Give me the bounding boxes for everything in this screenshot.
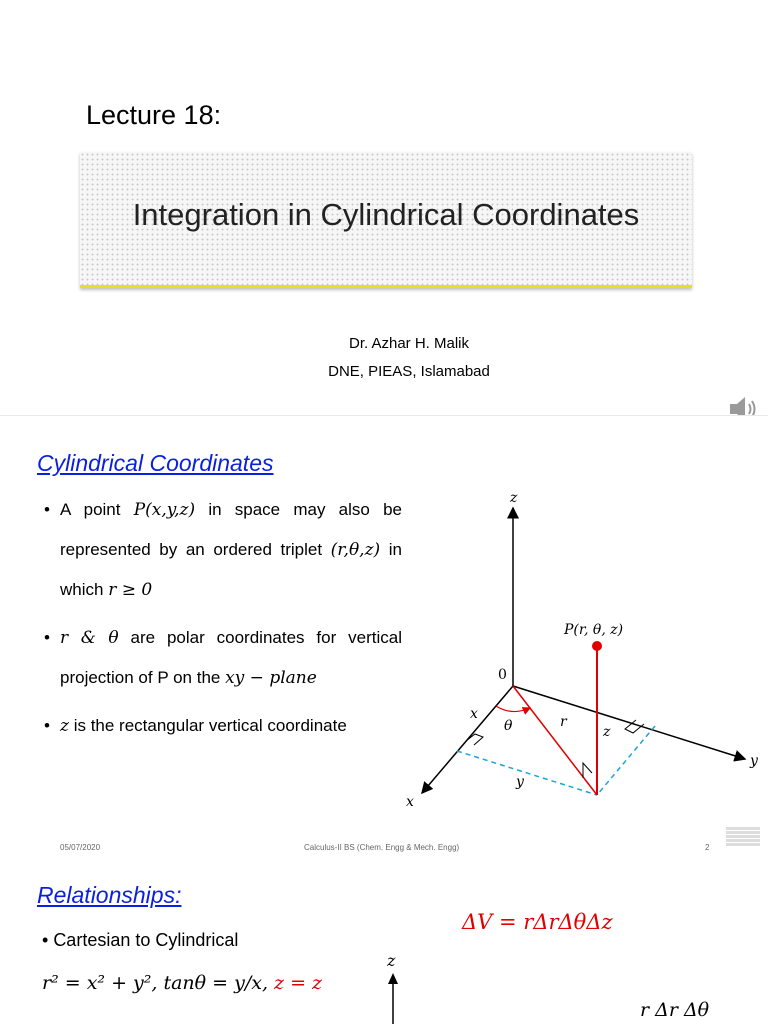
dashed-projection: [457, 751, 597, 795]
y-coord-label: y: [516, 774, 524, 790]
z-axis-label: z: [387, 951, 396, 970]
lecture-label: Lecture 18:: [86, 100, 222, 130]
bullet-point: • z is the rectangular vertical coordinate: [42, 706, 402, 746]
bullet-icon: •: [44, 500, 50, 519]
title-box: [80, 152, 692, 288]
origin-label: 0: [498, 667, 507, 683]
bullet-icon: •: [42, 930, 54, 950]
cylindrical-diagram: [400, 486, 768, 831]
theta-arc: [496, 706, 530, 712]
volume-element-formula: ΔV = rΔrΔθΔz: [462, 910, 613, 934]
volume-diagram: [370, 946, 768, 1024]
footer-date: 05/07/2020: [60, 843, 101, 852]
author-block: [0, 330, 768, 386]
element-label: r Δr Δθ: [640, 999, 710, 1021]
cylindrical-coordinates-slide: [0, 415, 768, 871]
y-axis-label: y: [750, 753, 758, 769]
bullet-list: [42, 490, 402, 746]
bullet-point: • A point P(x,y,z) in space may also be represented by an ordered triplet (r,θ,z) in which r ≥ 0: [42, 490, 402, 610]
conversion-equation: r² = x² + y², tanθ = y/x, z = z: [42, 972, 323, 994]
footer-course: Calculus-II BS (Chem. Engg & Mech. Engg): [304, 843, 460, 852]
slide-heading: Cylindrical Coordinates: [37, 450, 274, 476]
relationships-slide: [0, 860, 768, 1024]
bullet-point: • r & θ are polar coordinates for vertical projection of P on the xy − plane: [42, 618, 402, 698]
z-height-label: z: [603, 724, 611, 740]
x-coord-label: x: [470, 706, 478, 722]
z-axis-label: z: [510, 490, 518, 506]
slide-title: Integration in Cylindrical Coordinates: [132, 197, 640, 232]
theta-label: θ: [504, 718, 513, 734]
author-affiliation: DNE, PIEAS, Islamabad: [328, 363, 490, 380]
speaker-notes-thumbnail: [726, 826, 760, 847]
bullet-icon: •: [44, 716, 50, 735]
footer-page-number: 2: [705, 843, 710, 852]
x-axis-label: x: [406, 794, 414, 810]
r-label: r: [560, 714, 567, 730]
point-label: P(r, θ, z): [564, 622, 624, 638]
title-slide: [0, 0, 768, 415]
radius-line: [513, 686, 597, 795]
author-name: Dr. Azhar H. Malik: [348, 335, 470, 352]
bullet-point: • Cartesian to Cylindrical: [42, 930, 239, 950]
bullet-icon: •: [44, 628, 50, 647]
slide-heading: Relationships:: [37, 882, 182, 908]
point-p: [592, 641, 602, 651]
y-axis: [513, 686, 745, 759]
